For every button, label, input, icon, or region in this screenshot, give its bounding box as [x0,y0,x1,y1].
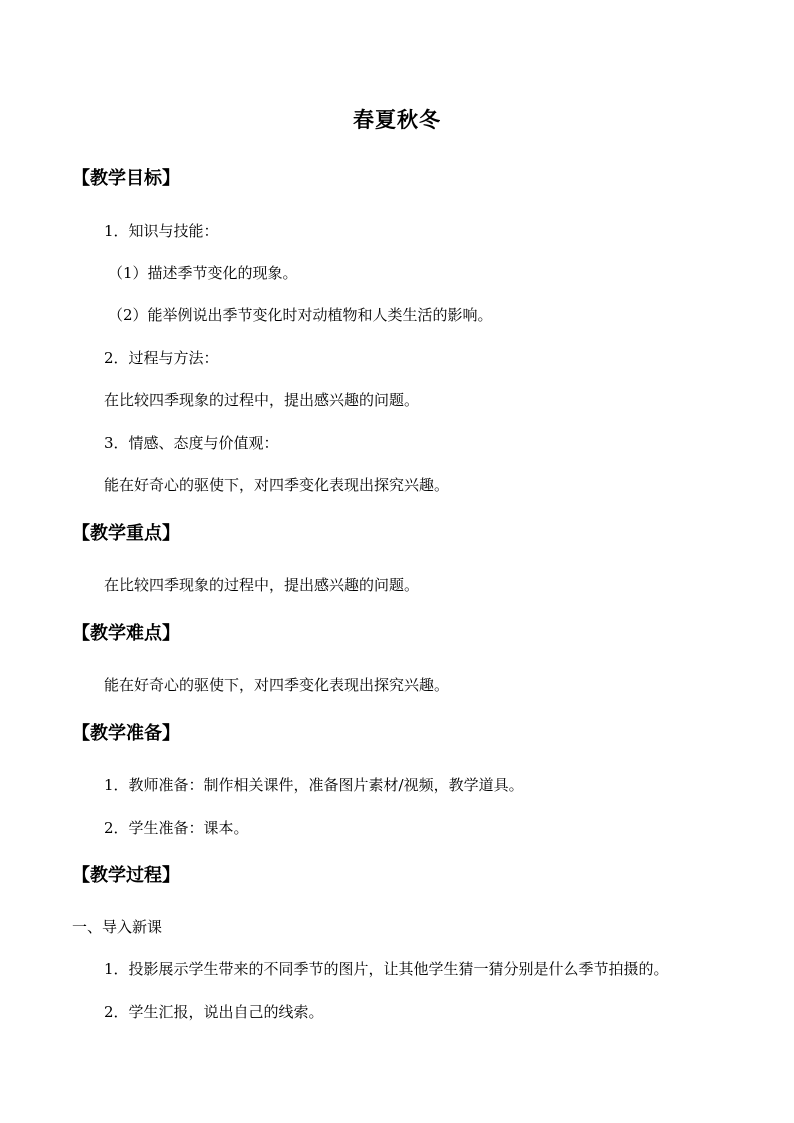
process-step-1: 1．投影展示学生带来的不同季节的图片，让其他学生猜一猜分别是什么季节拍摄的。 [104,960,669,978]
goal-item-3-text: 能在好奇心的驱使下，对四季变化表现出探究兴趣。 [104,476,450,494]
process-step-2: 2．学生汇报，说出自己的线索。 [104,1003,324,1021]
goal-item-2-text: 在比较四季现象的过程中，提出感兴趣的问题。 [104,391,420,409]
goal-item-1: 1．知识与技能： [104,222,219,240]
goal-item-3: 3．情感、态度与价值观： [104,434,279,452]
prep-item-2: 2．学生准备：课本。 [104,819,249,837]
page-title: 春夏秋冬 [353,107,441,132]
goal-item-2: 2．过程与方法： [104,349,219,367]
section-heading-prep: 【教学准备】 [72,723,180,744]
section-heading-key: 【教学重点】 [72,523,180,544]
prep-item-1: 1．教师准备：制作相关课件，准备图片素材/视频，教学道具。 [104,776,524,794]
section-heading-process: 【教学过程】 [72,865,180,886]
section-heading-difficulty: 【教学难点】 [72,623,180,644]
process-part-1: 一、导入新课 [72,918,163,936]
key-text: 在比较四季现象的过程中，提出感兴趣的问题。 [104,576,420,594]
goal-item-1-sub-2: （2）能举例说出季节变化时对动植物和人类生活的影响。 [108,306,493,324]
difficulty-text: 能在好奇心的驱使下，对四季变化表现出探究兴趣。 [104,676,450,694]
goal-item-1-sub-1: （1）描述季节变化的现象。 [108,264,298,282]
section-heading-goals: 【教学目标】 [72,168,180,189]
